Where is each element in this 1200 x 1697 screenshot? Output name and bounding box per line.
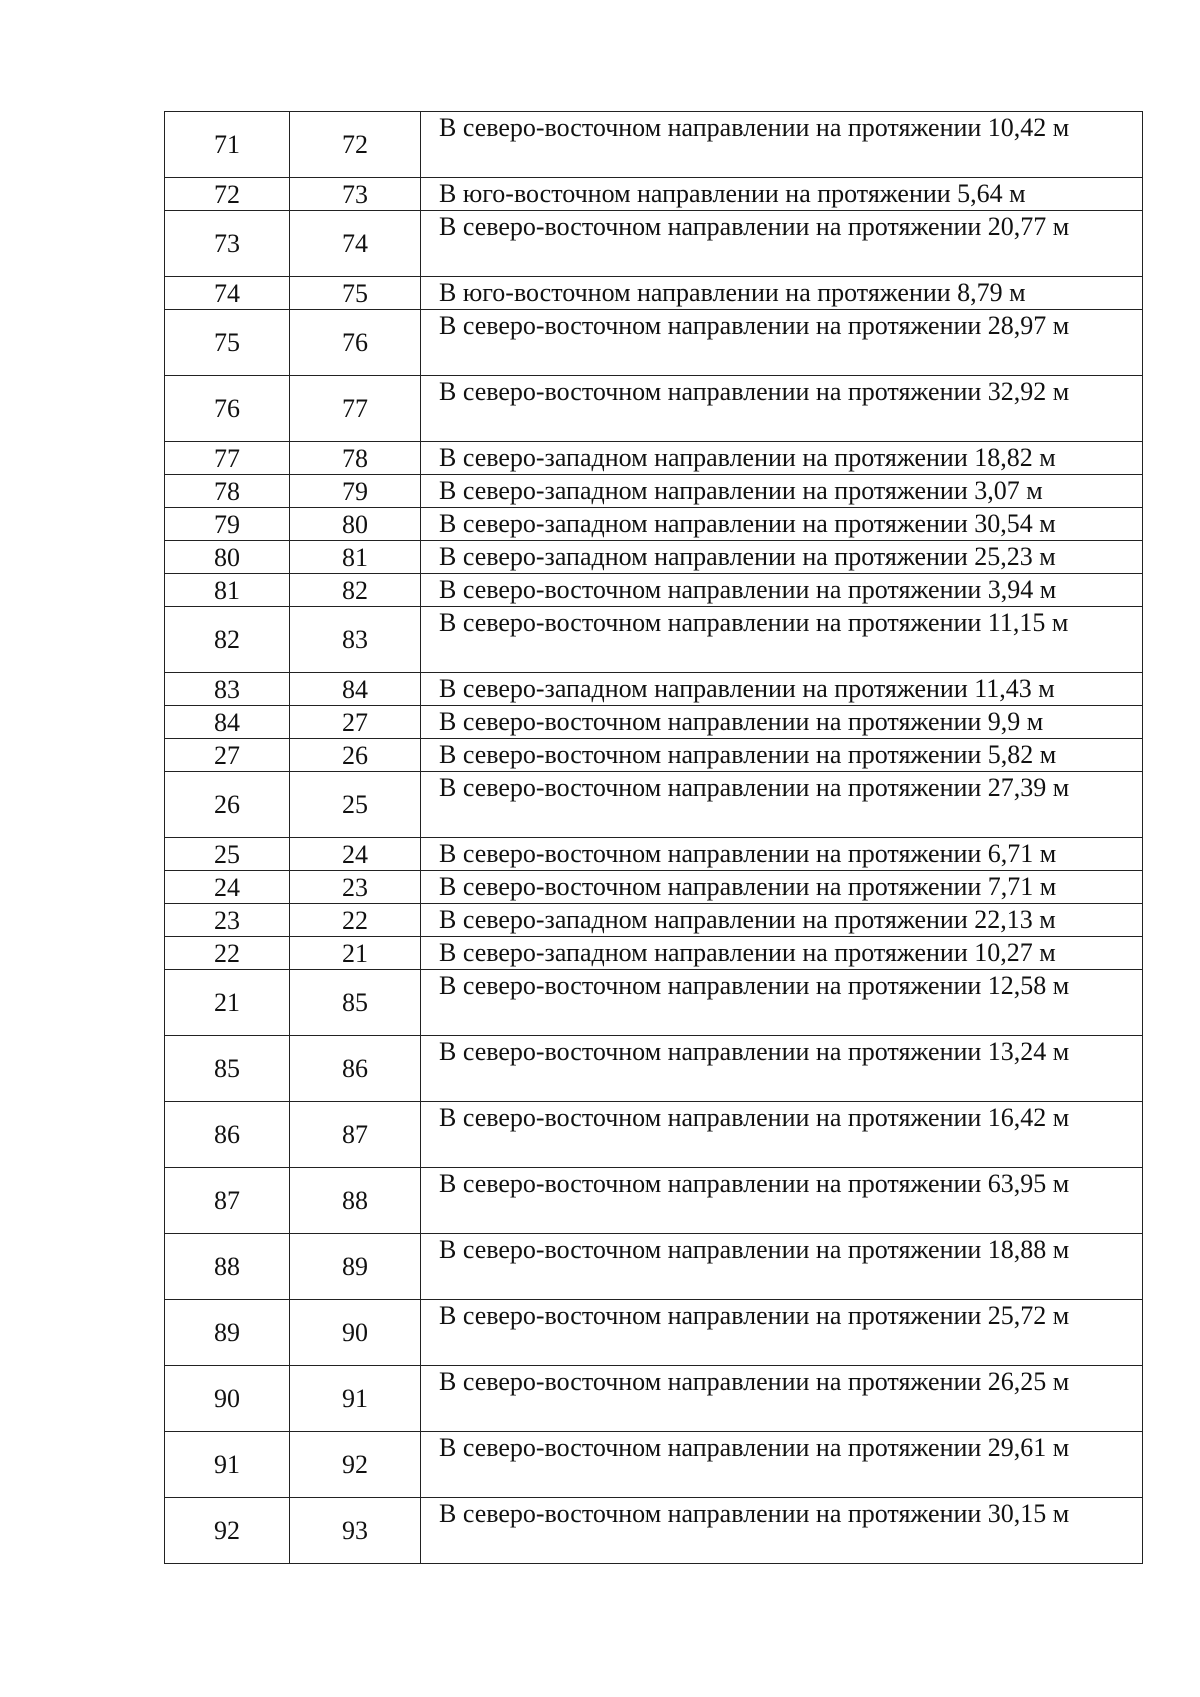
- point-to-cell: 24: [290, 838, 421, 871]
- direction-description-cell: В северо-восточном направлении на протяжении 7,71 м: [421, 871, 1143, 904]
- table-row: [165, 475, 1143, 508]
- point-to-cell: 76: [290, 310, 421, 376]
- direction-description-cell: В северо-восточном направлении на протяжении 63,95 м: [421, 1168, 1143, 1234]
- direction-description-cell: В северо-восточном направлении на протяжении 5,82 м: [421, 739, 1143, 772]
- direction-description-cell: В северо-западном направлении на протяжении 18,82 м: [421, 442, 1143, 475]
- direction-description-cell: В северо-западном направлении на протяжении 10,27 м: [421, 937, 1143, 970]
- point-to-cell: 93: [290, 1498, 421, 1564]
- table-row: [165, 277, 1143, 310]
- point-to-cell: 25: [290, 772, 421, 838]
- point-from-cell: 23: [165, 904, 290, 937]
- direction-description-cell: В северо-восточном направлении на протяжении 10,42 м: [421, 112, 1143, 178]
- point-from-cell: 75: [165, 310, 290, 376]
- point-from-cell: 81: [165, 574, 290, 607]
- point-from-cell: 27: [165, 739, 290, 772]
- point-from-cell: 26: [165, 772, 290, 838]
- table-row: [165, 310, 1143, 376]
- table-row: [165, 673, 1143, 706]
- point-to-cell: 87: [290, 1102, 421, 1168]
- direction-description-cell: В северо-восточном направлении на протяжении 6,71 м: [421, 838, 1143, 871]
- direction-description-cell: В северо-восточном направлении на протяжении 29,61 м: [421, 1432, 1143, 1498]
- point-to-cell: 82: [290, 574, 421, 607]
- table-row: [165, 838, 1143, 871]
- direction-description-cell: В юго-восточном направлении на протяжении 5,64 м: [421, 178, 1143, 211]
- point-to-cell: 90: [290, 1300, 421, 1366]
- point-from-cell: 83: [165, 673, 290, 706]
- direction-description-cell: В северо-восточном направлении на протяжении 3,94 м: [421, 574, 1143, 607]
- point-from-cell: 85: [165, 1036, 290, 1102]
- point-to-cell: 23: [290, 871, 421, 904]
- point-to-cell: 75: [290, 277, 421, 310]
- point-from-cell: 71: [165, 112, 290, 178]
- direction-description-cell: В северо-восточном направлении на протяжении 12,58 м: [421, 970, 1143, 1036]
- point-to-cell: 77: [290, 376, 421, 442]
- table-row: [165, 178, 1143, 211]
- table-row: [165, 1102, 1143, 1168]
- table-row: [165, 541, 1143, 574]
- direction-description-cell: В северо-восточном направлении на протяжении 20,77 м: [421, 211, 1143, 277]
- point-from-cell: 21: [165, 970, 290, 1036]
- point-to-cell: 85: [290, 970, 421, 1036]
- point-to-cell: 74: [290, 211, 421, 277]
- point-to-cell: 86: [290, 1036, 421, 1102]
- point-to-cell: 21: [290, 937, 421, 970]
- point-from-cell: 22: [165, 937, 290, 970]
- point-to-cell: 88: [290, 1168, 421, 1234]
- point-from-cell: 73: [165, 211, 290, 277]
- direction-description-cell: В северо-восточном направлении на протяжении 30,15 м: [421, 1498, 1143, 1564]
- point-from-cell: 74: [165, 277, 290, 310]
- point-from-cell: 80: [165, 541, 290, 574]
- table-body: [165, 112, 1143, 1564]
- direction-description-cell: В северо-западном направлении на протяжении 22,13 м: [421, 904, 1143, 937]
- point-to-cell: 26: [290, 739, 421, 772]
- direction-description-cell: В северо-западном направлении на протяжении 25,23 м: [421, 541, 1143, 574]
- point-from-cell: 82: [165, 607, 290, 673]
- direction-description-cell: В северо-западном направлении на протяжении 11,43 м: [421, 673, 1143, 706]
- table-row: [165, 1168, 1143, 1234]
- point-to-cell: 22: [290, 904, 421, 937]
- point-to-cell: 72: [290, 112, 421, 178]
- direction-description-cell: В северо-восточном направлении на протяжении 9,9 м: [421, 706, 1143, 739]
- table-row: [165, 607, 1143, 673]
- direction-description-cell: В северо-западном направлении на протяжении 30,54 м: [421, 508, 1143, 541]
- point-from-cell: 87: [165, 1168, 290, 1234]
- point-to-cell: 79: [290, 475, 421, 508]
- table-row: [165, 739, 1143, 772]
- point-to-cell: 78: [290, 442, 421, 475]
- direction-description-cell: В северо-западном направлении на протяжении 3,07 м: [421, 475, 1143, 508]
- direction-description-cell: В северо-восточном направлении на протяжении 16,42 м: [421, 1102, 1143, 1168]
- table-row: [165, 1366, 1143, 1432]
- point-from-cell: 92: [165, 1498, 290, 1564]
- point-to-cell: 80: [290, 508, 421, 541]
- point-from-cell: 89: [165, 1300, 290, 1366]
- table-row: [165, 937, 1143, 970]
- point-to-cell: 83: [290, 607, 421, 673]
- point-to-cell: 81: [290, 541, 421, 574]
- table-row: [165, 1432, 1143, 1498]
- table-row: [165, 376, 1143, 442]
- direction-description-cell: В северо-восточном направлении на протяжении 32,92 м: [421, 376, 1143, 442]
- point-to-cell: 27: [290, 706, 421, 739]
- point-from-cell: 72: [165, 178, 290, 211]
- table-row: [165, 706, 1143, 739]
- point-to-cell: 73: [290, 178, 421, 211]
- point-to-cell: 84: [290, 673, 421, 706]
- table-row: [165, 1300, 1143, 1366]
- table-row: [165, 1234, 1143, 1300]
- point-from-cell: 79: [165, 508, 290, 541]
- table-row: [165, 871, 1143, 904]
- table-row: [165, 1498, 1143, 1564]
- table-row: [165, 574, 1143, 607]
- boundary-segments-table: [164, 111, 1143, 1564]
- table-row: [165, 772, 1143, 838]
- table-row: [165, 1036, 1143, 1102]
- direction-description-cell: В юго-восточном направлении на протяжении 8,79 м: [421, 277, 1143, 310]
- direction-description-cell: В северо-восточном направлении на протяжении 13,24 м: [421, 1036, 1143, 1102]
- table-row: [165, 904, 1143, 937]
- point-to-cell: 92: [290, 1432, 421, 1498]
- direction-description-cell: В северо-восточном направлении на протяжении 28,97 м: [421, 310, 1143, 376]
- direction-description-cell: В северо-восточном направлении на протяжении 27,39 м: [421, 772, 1143, 838]
- direction-description-cell: В северо-восточном направлении на протяжении 25,72 м: [421, 1300, 1143, 1366]
- table-row: [165, 112, 1143, 178]
- table-row: [165, 211, 1143, 277]
- direction-description-cell: В северо-восточном направлении на протяжении 18,88 м: [421, 1234, 1143, 1300]
- point-from-cell: 25: [165, 838, 290, 871]
- point-from-cell: 76: [165, 376, 290, 442]
- table-row: [165, 508, 1143, 541]
- direction-description-cell: В северо-восточном направлении на протяжении 11,15 м: [421, 607, 1143, 673]
- point-from-cell: 91: [165, 1432, 290, 1498]
- point-to-cell: 91: [290, 1366, 421, 1432]
- point-from-cell: 77: [165, 442, 290, 475]
- point-from-cell: 84: [165, 706, 290, 739]
- direction-description-cell: В северо-восточном направлении на протяжении 26,25 м: [421, 1366, 1143, 1432]
- point-from-cell: 86: [165, 1102, 290, 1168]
- table-row: [165, 442, 1143, 475]
- point-from-cell: 90: [165, 1366, 290, 1432]
- table-row: [165, 970, 1143, 1036]
- point-to-cell: 89: [290, 1234, 421, 1300]
- point-from-cell: 24: [165, 871, 290, 904]
- point-from-cell: 78: [165, 475, 290, 508]
- point-from-cell: 88: [165, 1234, 290, 1300]
